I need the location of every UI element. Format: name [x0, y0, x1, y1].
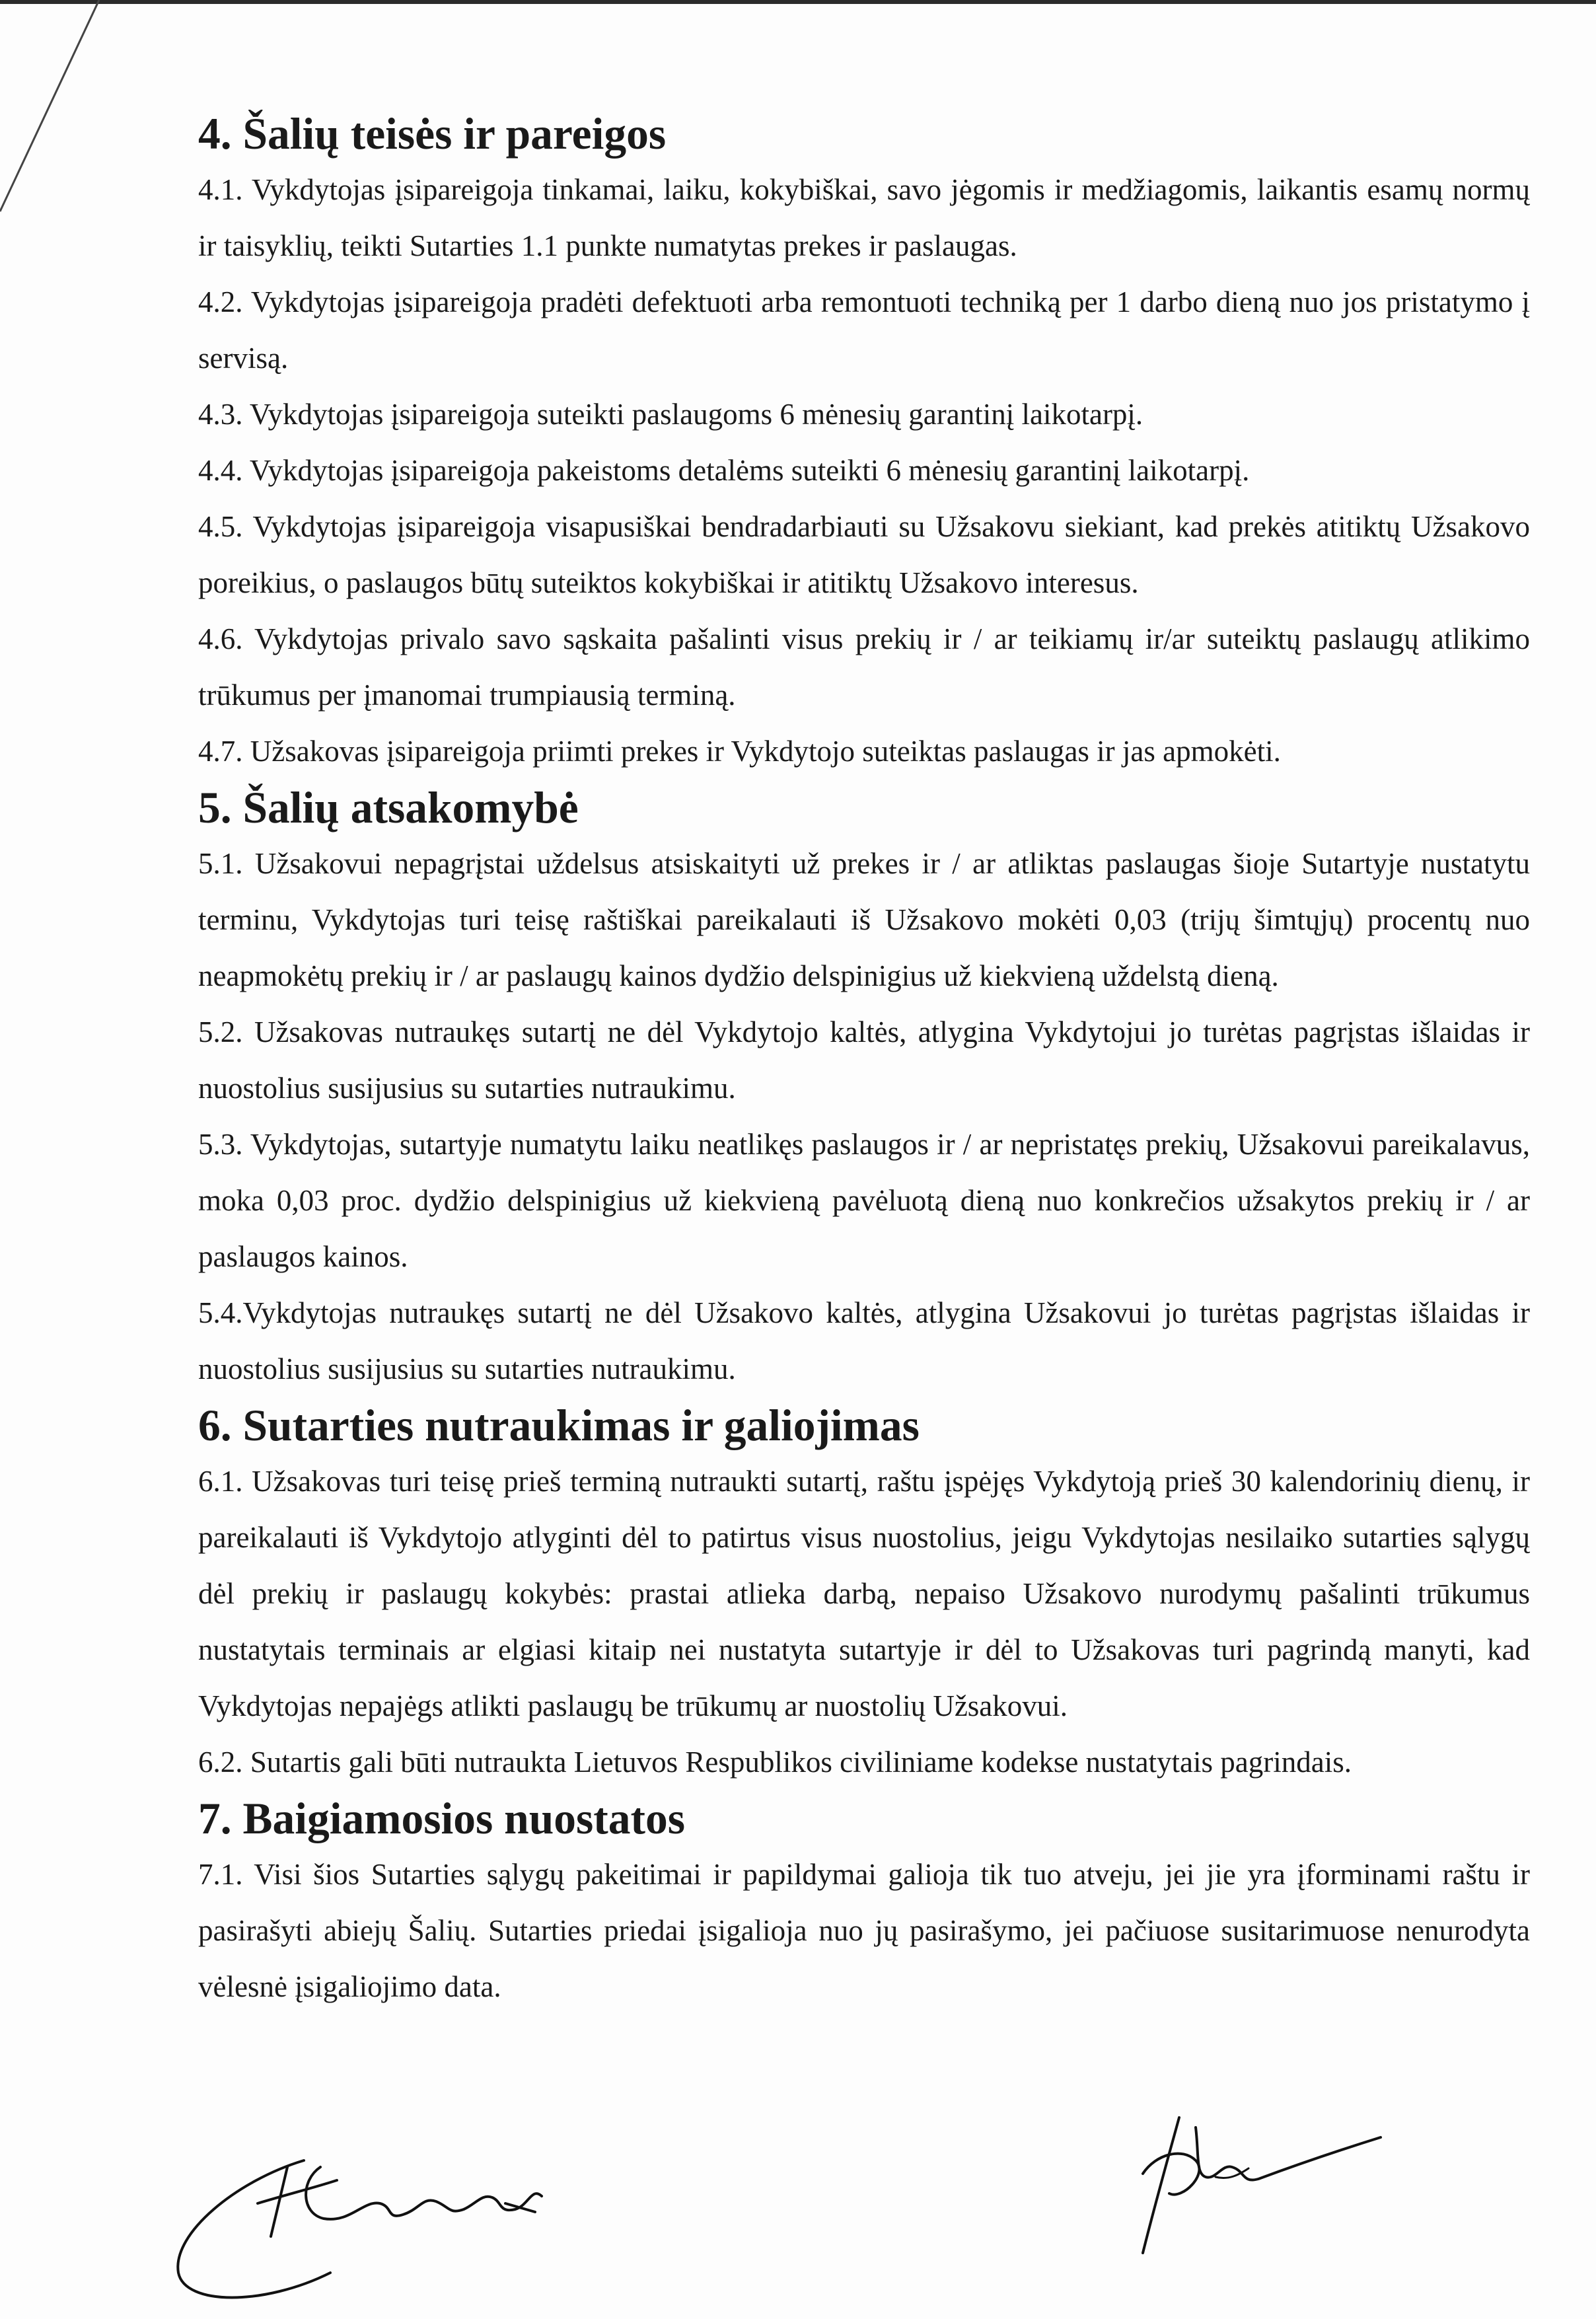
paragraph-5-1: 5.1. Užsakovui nepagrįstai uždelsus atsiskaityti už prekes ir / ar atliktas paslaugas šioje Sutartyje nustatytu terminu, Vykdytojas turi teisę raštiškai pareikalauti iš Užsakovo mokėti 0,03 (trijų šimtųjų) procentų nuo neapmokėtų prekių ir / ar paslaugų kainos dydžio delspinigius už kiekvieną uždelstą dieną. — [198, 847, 1530, 992]
corner-pen-mark — [0, 0, 106, 225]
signature-left — [159, 2141, 568, 2312]
paragraph-5-4: 5.4.Vykdytojas nutraukęs sutartį ne dėl Užsakovo kaltės, atlygina Užsakovui jo turėtas pagrįstas išlaidas ir nuostolius susijusius su sutarties nutraukimu. — [198, 1296, 1530, 1385]
document-body — [198, 106, 1530, 2015]
section-title: 4. Šalių teisės ir pareigos — [198, 109, 667, 159]
signature-right — [1116, 2101, 1394, 2273]
section-title: 6. Sutarties nutraukimas ir galiojimas — [198, 1401, 920, 1450]
scan-edge — [0, 0, 1596, 4]
paragraph-4-1: 4.1. Vykdytojas įsipareigoja tinkamai, laiku, kokybiškai, savo jėgomis ir medžiagomis, laikantis esamų normų ir taisyklių, teikti Sutarties 1.1 punkte numatytas prekes ir paslaugas. — [198, 173, 1530, 262]
paragraph-4-6: 4.6. Vykdytojas privalo savo sąskaita pašalinti visus prekių ir / ar teikiamų ir/ar suteiktų paslaugų atlikimo trūkumus per įmanomai trumpiausią terminą. — [198, 622, 1530, 712]
paragraph-6-1: 6.1. Užsakovas turi teisę prieš terminą nutraukti sutartį, raštu įspėjęs Vykdytoją prieš 30 kalendorinių dienų, ir pareikalauti iš Vykdytojo atlyginti dėl to patirtus visus nuostolius, jeigu Vykdytojas nesilaiko sutarties sąlygų dėl prekių ir paslaugų kokybės: prastai atlieka darbą, nepaiso Užsakovo nurodymų pašalinti trūkumus nustatytais terminais ar elgiasi kitaip nei nustatyta sutartyje ir dėl to Užsakovas turi pagrindą manyti, kad Vykdytojas nepajėgs atlikti paslaugų be trūkumų ar nuostolių Užsakovui. — [198, 1465, 1530, 1722]
paragraph-6-2: 6.2. Sutartis gali būti nutraukta Lietuvos Respublikos civiliniame kodekse nustatytais pagrindais. — [198, 1746, 1352, 1779]
paragraph-4-4: 4.4. Vykdytojas įsipareigoja pakeistoms detalėms suteikti 6 mėnesių garantinį laikotarpį. — [198, 454, 1250, 487]
paragraph-5-3: 5.3. Vykdytojas, sutartyje numatytu laiku neatlikęs paslaugos ir / ar nepristatęs prekių, Užsakovui pareikalavus, moka 0,03 proc. dydžio delspinigius už kiekvieną pavėluotą dieną nuo konkrečios užsakytos prekių ir / ar paslaugos kainos. — [198, 1128, 1530, 1273]
section-title: 7. Baigiamosios nuostatos — [198, 1794, 685, 1843]
paragraph-4-5: 4.5. Vykdytojas įsipareigoja visapusiškai bendradarbiauti su Užsakovu siekiant, kad prekės atitiktų Užsakovo poreikius, o paslaugos būtų suteiktos kokybiškai ir atitiktų Užsakovo interesus. — [198, 510, 1530, 599]
paragraph-7-1: 7.1. Visi šios Sutarties sąlygų pakeitimai ir papildymai galioja tik tuo atveju, jei jie yra įforminami raštu ir pasirašyti abiejų Šalių. Sutarties priedai įsigalioja nuo jų pasirašymo, jei pačiuose susitarimuose nenurodyta vėlesnė įsigaliojimo data. — [198, 1858, 1530, 2003]
paragraph-4-7: 4.7. Užsakovas įsipareigoja priimti prekes ir Vykdytojo suteiktas paslaugas ir jas apmokėti. — [198, 735, 1281, 768]
section-title: 5. Šalių atsakomybė — [198, 783, 579, 832]
paragraph-4-3: 4.3. Vykdytojas įsipareigoja suteikti paslaugoms 6 mėnesių garantinį laikotarpį. — [198, 398, 1143, 431]
paragraph-5-2: 5.2. Užsakovas nutraukęs sutartį ne dėl Vykdytojo kaltės, atlygina Vykdytojui jo turėtas pagrįstas išlaidas ir nuostolius susijusius su sutarties nutraukimu. — [198, 1015, 1530, 1105]
paragraph-4-2: 4.2. Vykdytojas įsipareigoja pradėti defektuoti arba remontuoti techniką per 1 darbo dieną nuo jos pristatymo į servisą. — [198, 285, 1530, 375]
